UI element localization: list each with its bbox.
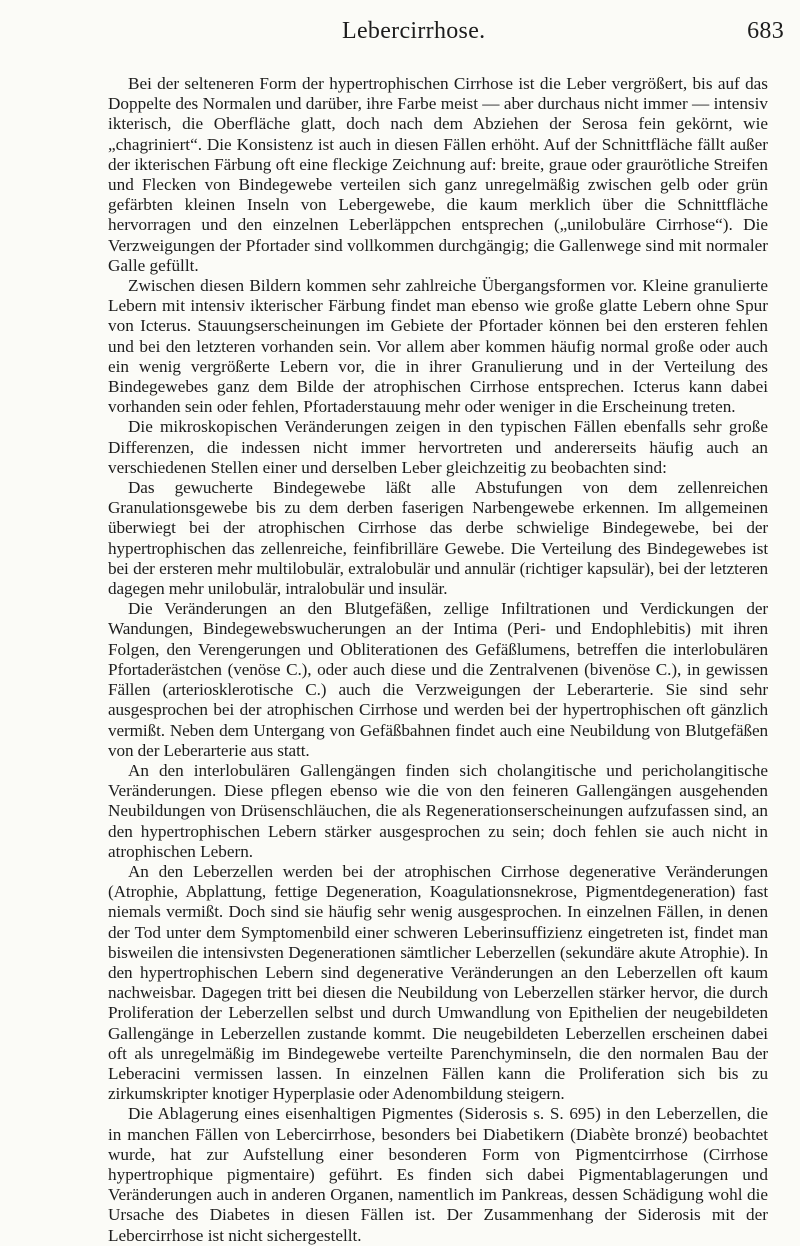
running-head [110,18,784,48]
paragraph-pigment-deposition: Die Ablagerung eines eisenhaltigen Pigmentes (Siderosis s. S. 695) in den Leberzellen, die in manchen Fällen von Lebercirrhose, besonders bei Diabetikern (Diabète bronzé) beobachtet wurde, hat zur Aufstellung einer besonderen Form von Pigmentcirrhose (Cirrhose hypertrophique pigmentaire) geführt. Es finden sich dabei Pigmentablagerungen und Veränderungen auch in anderen Organen, namentlich im Pankreas, dessen Schädigung wohl die Ursache des Diabetes in diesen Fällen ist. Der Zusammenhang der Siderosis mit der Lebercirrhose ist nicht sichergestellt. [108,1104,768,1245]
page-number: 683 [747,18,784,44]
main-text [108,74,768,1246]
paragraph-liver-cells: An den Leberzellen werden bei der atrophischen Cirrhose degenerative Veränderungen (Atrophie, Abplattung, fettige Degeneration, Koagulationsnekrose, Pigmentdegeneration) fast niemals vermißt. Doch sind sie häufig sehr wenig ausgesprochen. In einzelnen Fällen, in denen der Tod unter dem Symptomenbild einer schweren Leberinsuffizienz eingetreten ist, findet man bisweilen die intensivsten Degenerationen sämtlicher Leberzellen (sekundäre akute Atrophie). In den hypertrophischen Lebern sind degenerative Veränderungen an den Leberzellen oft kaum nachweisbar. Dagegen tritt bei diesen die Neubildung von Leberzellen stärker hervor, die durch Proliferation der Leberzellen selbst und durch Umwandlung von Epithelien der neugebildeten Gallengänge in Leberzellen zustande kommt. Die neugebildeten Leberzellen erscheinen dabei oft als unregelmäßig im Bindegewebe verteilte Parenchyminseln, die den normalen Bau der Leberacini vermissen lassen. In einzelnen Fällen kann die Proliferation sich bis zu zirkumskripter knotiger Hyperplasie oder Adenombildung steigern. [108,861,768,1104]
paragraph-microscopic-changes: Die mikroskopischen Veränderungen zeigen in den typischen Fällen ebenfalls sehr große Differenzen, die indessen nicht immer hervortreten und andererseits häufig auch an verschiedenen Stellen einer und derselben Leber gleichzeitig zu beobachten sind: [108,417,768,477]
paragraph-transitional-forms: Zwischen diesen Bildern kommen sehr zahlreiche Übergangsformen vor. Kleine granulierte Lebern mit intensiv ikterischer Färbung findet man ebenso wie große glatte Lebern ohne Spur von Icterus. Stauungserscheinungen im Gebiete der Pfortader können bei den ersteren fehlen und bei den letzteren vorhanden sein. Vor allem aber kommen häufig normal große oder auch ein wenig vergrößerte Lebern vor, die in ihrer Granulierung und in der Verteilung des Bindegewebes ganz dem Bilde der atrophischen Cirrhose entsprechen. Icterus kann dabei vorhanden sein oder fehlen, Pfortaderstauung mehr oder weniger in die Erscheinung treten. [108,276,768,417]
paragraph-hypertrophic-form: Bei der selteneren Form der hypertrophischen Cirrhose ist die Leber vergrößert, bis auf das Doppelte des Normalen und darüber, ihre Farbe meist — aber durchaus nicht immer — intensiv ikterisch, die Oberfläche glatt, doch nach dem Abziehen der Serosa fein gekörnt, wie „chagriniert“. Die Konsistenz ist auch in diesen Fällen erhöht. Auf der Schnittfläche fällt außer der ikterischen Färbung oft eine fleckige Zeichnung auf: breite, graue oder graurötliche Streifen und Flecken von Bindegewebe verteilen sich ganz unregelmäßig zwischen gelb oder grün gefärbten kleinen Inseln von Lebergewebe, die kaum merklich über die Schnittfläche hervorragen und den einzelnen Leberläppchen entsprechen („unilobuläre Cirrhose“). Die Verzweigungen der Pfortader sind vollkommen durchgängig; die Gallenwege sind mit normaler Galle gefüllt. [108,74,768,275]
paragraph-connective-tissue: Das gewucherte Bindegewebe läßt alle Abstufungen von dem zellenreichen Granulationsgewebe bis zu dem derben faserigen Narbengewebe erkennen. Im allgemeinen überwiegt bei der atrophischen Cirrhose das derbe schwielige Bindegewebe, bei der hypertrophischen das zellenreiche, feinfibrilläre Gewebe. Die Verteilung des Bindegewebes ist bei der ersteren mehr multilobulär, extralobulär und annulär (richtiger kapsulär), bei der letzteren dagegen mehr unilobulär, intralobulär und insulär. [108,478,768,599]
paragraph-bile-ducts: An den interlobulären Gallengängen finden sich cholangitische und pericholangitische Veränderungen. Diese pflegen ebenso wie die von den feineren Gallengängen ausgehenden Neubildungen von Drüsenschläuchen, die als Regenerationserscheinungen aufzufassen sind, an den hypertrophischen Lebern stärker ausgesprochen zu sein; doch fehlen sie auch nicht in atrophischen Lebern. [108,760,768,861]
paragraph-blood-vessels: Die Veränderungen an den Blutgefäßen, zellige Infiltrationen und Verdickungen der Wandungen, Bindegewebswucherungen an der Intima (Peri- und Endophlebitis) mit ihren Folgen, den Verengerungen und Obliterationen des Gefäßlumens, betreffen die interlobulären Pfortaderästchen (venöse C.), oder auch diese und die Zentralvenen (bivenöse C.), in gewissen Fällen (arteriosklerotische C.) auch die Verzweigungen der Leberarterie. Sie sind sehr ausgesprochen bei der atrophischen Cirrhose und werden bei der hypertrophischen oft gänzlich vermißt. Neben dem Untergang von Gefäßbahnen findet auch eine Neubildung von Blutgefäßen von der Leberarterie aus statt. [108,599,768,760]
running-title: Lebercirrhose. [342,18,486,44]
